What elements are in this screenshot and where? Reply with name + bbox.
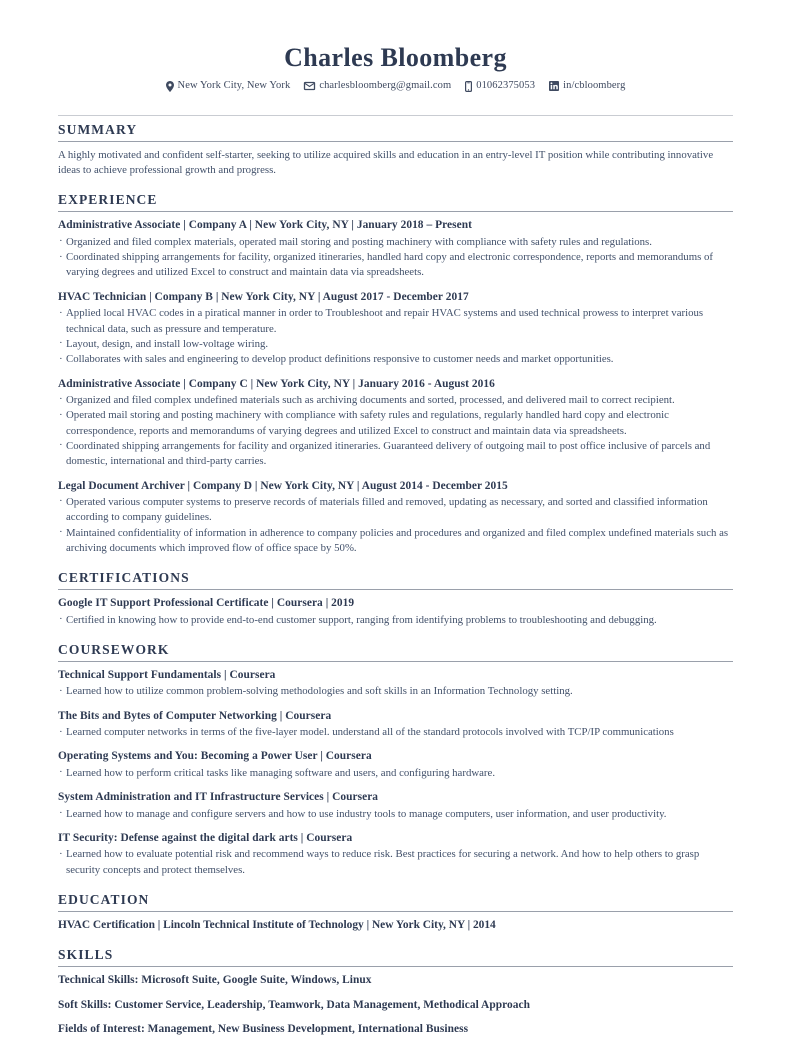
contact-linkedin <box>549 80 625 93</box>
skills-technical: Technical Skills: Microsoft Suite, Google Suite, Windows, Linux <box>58 974 372 987</box>
section-title-experience: EXPERIENCE <box>58 192 158 208</box>
contact-email-text: charlesbloomberg@gmail.com <box>319 80 452 92</box>
bullet-item: · Learned computer networks in terms of the five-layer model. understand all of the standard protocols involved with TCP/IP communications <box>58 725 733 740</box>
entry-heading: The Bits and Bytes of Computer Networking | Coursera <box>58 709 332 722</box>
entry-bullets <box>58 393 733 470</box>
section-experience <box>58 192 733 556</box>
contact-location-text: New York City, New York <box>177 80 291 92</box>
section-education <box>58 892 733 933</box>
contact-email <box>304 80 451 93</box>
section-summary <box>58 115 733 179</box>
education-entry: HVAC Certification | Lincoln Technical Institute of Technology | New York City, NY | 2014 <box>58 918 496 931</box>
mobile-phone-icon <box>465 81 472 92</box>
entry-bullets <box>58 807 733 822</box>
bullet-item: · Coordinated shipping arrangements for facility, organized itineraries, handled hard copy and electronic correspondence, reports and memorandums of varying degrees and utilized Excel to construct and maintain data via spreadsheets. <box>58 250 733 281</box>
entry-heading: Google IT Support Professional Certificate | Coursera | 2019 <box>58 597 355 610</box>
bullet-item: · Layout, design, and install low-voltage wiring. <box>58 337 733 352</box>
section-title-certifications: CERTIFICATIONS <box>58 570 190 586</box>
entry-bullets <box>58 766 733 781</box>
bullet-item: · Organized and filed complex undefined materials such as archiving documents and sorted, processed, and delivered mail to correct recipient. <box>58 393 733 408</box>
section-title-skills: SKILLS <box>58 947 114 963</box>
coursework-entry <box>58 790 733 822</box>
section-divider <box>58 911 733 912</box>
bullet-item: · Organized and filed complex materials, operated mail storing and posting machinery with compliance with safety rules and regulations. <box>58 235 733 250</box>
bullet-item: · Learned how to utilize common problem-solving methodologies and soft skills in an Information Technology setting. <box>58 684 733 699</box>
certification-entry <box>58 596 733 628</box>
bullet-item: · Coordinated shipping arrangements for facility and organized itineraries. Guaranteed delivery of outgoing mail to post office inclusive of parcels and domestic, international and third-party carries. <box>58 439 733 470</box>
section-divider <box>58 141 733 142</box>
entry-heading: HVAC Technician | Company B | New York City, NY | August 2017 - December 2017 <box>58 290 469 303</box>
envelope-icon <box>304 82 315 90</box>
experience-entry <box>58 479 733 557</box>
entry-bullets <box>58 306 733 367</box>
coursework-entry <box>58 831 733 878</box>
bullet-item: · Applied local HVAC codes in a piratical manner in order to Troubleshoot and repair HVAC systems and used technical prowess to interpret various technical data, such as pressure and temperature. <box>58 306 733 337</box>
summary-text: A highly motivated and confident self-starter, seeking to utilize acquired skills and education in an entry-level IT position while contributing innovative ideas to achieve professional growth and progress. <box>58 148 714 177</box>
resume-header <box>58 0 733 93</box>
skills-fields-of-interest: Fields of Interest: Management, New Business Development, International Business <box>58 1023 469 1036</box>
entry-bullets <box>58 684 733 699</box>
location-pin-icon <box>166 81 174 92</box>
entry-bullets <box>58 495 733 556</box>
bullet-item: · Operated mail storing and posting machinery with compliance with safety rules and regulations, regularly handled hard copy and electronic correspondence, reports and memorandums of varying degrees and utilized Excel to construct and maintain data via spreadsheets. <box>58 408 733 439</box>
coursework-entry <box>58 749 733 781</box>
linkedin-icon <box>549 81 559 91</box>
entry-bullets <box>58 613 733 628</box>
section-divider <box>58 211 733 212</box>
contact-linkedin-text: in/cbloomberg <box>563 80 626 92</box>
contact-location <box>166 80 291 93</box>
bullet-item: · Collaborates with sales and engineering to develop product definitions responsive to customer needs and market opportunities. <box>58 352 733 367</box>
skills-soft: Soft Skills: Customer Service, Leadership, Teamwork, Data Management, Methodical Approach <box>58 998 530 1011</box>
coursework-entry <box>58 709 733 741</box>
entry-heading: Administrative Associate | Company C | New York City, NY | January 2016 - August 2016 <box>58 377 495 390</box>
entry-heading: Technical Support Fundamentals | Coursera <box>58 668 276 681</box>
bullet-item: · Maintained confidentiality of information in adherence to company policies and procedures and organized and filed complex undefined materials such as archiving documents which improved flow of office space by 50%. <box>58 526 733 557</box>
entry-heading: Operating Systems and You: Becoming a Power User | Coursera <box>58 750 372 763</box>
section-title-coursework: COURSEWORK <box>58 641 170 657</box>
entry-heading: System Administration and IT Infrastructure Services | Coursera <box>58 791 379 804</box>
section-certifications <box>58 570 733 628</box>
bullet-item: · Certified in knowing how to provide end-to-end customer support, ranging from identifying problems to troubleshooting and debugging. <box>58 613 733 628</box>
bullet-item: · Operated various computer systems to preserve records of materials filled and removed, updating as necessary, and sorted and classified information according to company guidelines. <box>58 495 733 526</box>
entry-heading: Administrative Associate | Company A | New York City, NY | January 2018 – Present <box>58 219 472 232</box>
coursework-entry <box>58 668 733 700</box>
section-divider <box>58 661 733 662</box>
section-title-education: EDUCATION <box>58 891 150 907</box>
bullet-item: · Learned how to manage and configure servers and how to use industry tools to manage computers, user information, and user productivity. <box>58 807 733 822</box>
experience-entry <box>58 218 733 280</box>
bullet-item: · Learned how to perform critical tasks like managing software and users, and configuring hardware. <box>58 766 733 781</box>
contact-line <box>58 80 733 93</box>
section-skills <box>58 947 733 1037</box>
bullet-item: · Learned how to evaluate potential risk and recommend ways to reduce risk. Best practices for securing a network. And how to help others to grasp security concepts and protect themselves. <box>58 847 733 878</box>
section-divider <box>58 966 733 967</box>
entry-bullets <box>58 847 733 878</box>
entry-heading: Legal Document Archiver | Company D | New York City, NY | August 2014 - December 2015 <box>58 479 508 492</box>
section-coursework <box>58 642 733 878</box>
entry-heading: IT Security: Defense against the digital dark arts | Coursera <box>58 831 353 844</box>
experience-entry <box>58 377 733 470</box>
contact-phone <box>465 80 535 93</box>
contact-phone-text: 01062375053 <box>476 80 536 92</box>
section-divider <box>58 589 733 590</box>
section-title-summary: SUMMARY <box>58 121 138 137</box>
entry-bullets <box>58 235 733 281</box>
entry-bullets <box>58 725 733 740</box>
experience-entry <box>58 290 733 368</box>
page-title: Charles Bloomberg <box>284 43 507 72</box>
